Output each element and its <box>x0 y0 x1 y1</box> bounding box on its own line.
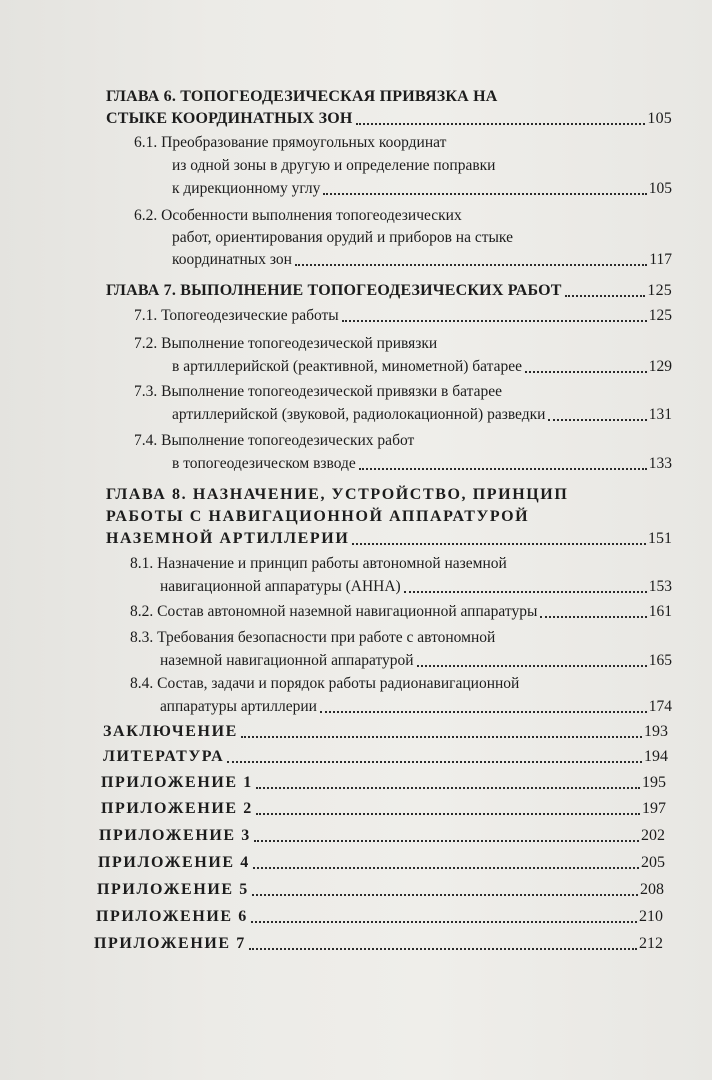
toc-page-number: 197 <box>642 800 666 817</box>
toc-appendix-2[interactable] <box>101 798 666 820</box>
toc-chapter-6[interactable] <box>106 108 672 130</box>
dot-leader <box>342 320 647 322</box>
dot-leader <box>417 665 647 667</box>
dot-leader <box>227 761 642 763</box>
toc-page-number: 105 <box>648 180 672 197</box>
dot-leader <box>352 543 646 545</box>
toc-appendix-label: ПРИЛОЖЕНИЕ 5 <box>97 881 249 898</box>
toc-literature-label: ЛИТЕРАТУРА <box>103 748 225 765</box>
toc-section-6-1-line3: к дирекционному углу <box>172 180 321 197</box>
toc-section-8-1[interactable] <box>160 576 672 598</box>
dot-leader <box>241 736 642 738</box>
toc-conclusion-label: ЗАКЛЮЧЕНИЕ <box>103 723 238 740</box>
dot-leader <box>251 921 637 923</box>
toc-page-number: 153 <box>648 578 672 595</box>
dot-leader <box>249 948 637 950</box>
toc-chapter-8-title-line3: НАЗЕМНОЙ АРТИЛЛЕРИИ <box>106 530 350 547</box>
toc-page-number: 131 <box>648 406 672 423</box>
toc-page-number: 212 <box>639 935 663 952</box>
toc-section-6-1[interactable] <box>172 178 672 200</box>
toc-appendix-1[interactable] <box>101 772 666 794</box>
toc-literature[interactable] <box>103 746 668 768</box>
dot-leader <box>295 264 647 266</box>
toc-section-6-2-line1: 6.2. Особенности выполнения топогеодезических <box>134 207 462 224</box>
toc-appendix-6[interactable] <box>96 906 663 928</box>
toc-page-number: 165 <box>648 652 672 669</box>
toc-page-number: 210 <box>639 908 663 925</box>
toc-page-number: 151 <box>648 530 672 547</box>
toc-section-8-4[interactable] <box>160 696 672 718</box>
toc-section-6-1-line1: 6.1. Преобразование прямоугольных координат <box>134 134 447 151</box>
toc-chapter-7-title: ГЛАВА 7. ВЫПОЛНЕНИЕ ТОПОГЕОДЕЗИЧЕСКИХ РАБОТ <box>106 282 562 299</box>
dot-leader <box>323 193 646 195</box>
toc-section-8-2-title: 8.2. Состав автономной наземной навигационной аппаратуры <box>130 603 538 620</box>
toc-chapter-8[interactable] <box>106 528 672 550</box>
dot-leader <box>525 371 647 373</box>
toc-section-7-3-line2: артиллерийской (звуковой, радиолокационной) разведки <box>172 406 546 423</box>
toc-section-7-4[interactable] <box>172 453 672 475</box>
toc-appendix-label: ПРИЛОЖЕНИЕ 4 <box>98 854 250 871</box>
dot-leader <box>356 123 646 125</box>
toc-section-8-3[interactable] <box>160 650 672 672</box>
toc-section-7-4-line1: 7.4. Выполнение топогеодезических работ <box>134 432 415 449</box>
toc-page-number: 193 <box>644 723 668 740</box>
toc-section-7-3[interactable] <box>172 404 672 426</box>
toc-appendix-4[interactable] <box>98 852 665 874</box>
toc-section-7-3-line1: 7.3. Выполнение топогеодезической привязки в батарее <box>134 383 502 400</box>
toc-appendix-label: ПРИЛОЖЕНИЕ 1 <box>101 774 253 791</box>
toc-page-number: 133 <box>648 455 672 472</box>
toc-appendix-7[interactable] <box>94 933 663 955</box>
toc-page-number: 129 <box>648 358 672 375</box>
dot-leader <box>256 813 640 815</box>
toc-page-number: 105 <box>647 110 672 127</box>
toc-chapter-8-title-line1: ГЛАВА 8. НАЗНАЧЕНИЕ, УСТРОЙСТВО, ПРИНЦИП <box>106 486 569 503</box>
toc-page-number: 125 <box>647 282 672 299</box>
toc-page-number: 174 <box>648 698 672 715</box>
dot-leader <box>254 840 639 842</box>
toc-section-8-1-line2: навигационной аппаратуры (АННА) <box>160 578 401 595</box>
toc-page-number: 208 <box>640 881 664 898</box>
dot-leader <box>253 867 639 869</box>
toc-chapter-6-title-line2: СТЫКЕ КООРДИНАТНЫХ ЗОН <box>106 110 353 127</box>
toc-section-8-3-line1: 8.3. Требования безопасности при работе с автономной <box>130 629 496 646</box>
dot-leader <box>256 787 640 789</box>
toc-page-number: 194 <box>644 748 668 765</box>
dot-leader <box>404 591 647 593</box>
toc-section-6-2-line3: координатных зон <box>172 251 292 268</box>
dot-leader <box>359 468 647 470</box>
toc-page-number: 161 <box>648 603 672 620</box>
toc-section-7-1[interactable] <box>134 305 672 327</box>
toc-section-7-2-line2: в артиллерийской (реактивной, минометной) батарее <box>172 358 522 375</box>
toc-section-8-2[interactable] <box>130 601 672 623</box>
dot-leader <box>548 419 646 421</box>
toc-section-6-2[interactable] <box>172 249 672 271</box>
toc-section-7-2-line1: 7.2. Выполнение топогеодезической привязки <box>134 335 438 352</box>
toc-page-number: 205 <box>641 854 665 871</box>
dot-leader <box>252 894 638 896</box>
toc-section-8-3-line2: наземной навигационной аппаратурой <box>160 652 414 669</box>
toc-page-number: 117 <box>649 251 672 268</box>
toc-appendix-label: ПРИЛОЖЕНИЕ 7 <box>94 935 246 952</box>
toc-appendix-label: ПРИЛОЖЕНИЕ 3 <box>99 827 251 844</box>
toc-chapter-7[interactable] <box>106 280 672 302</box>
toc-appendix-label: ПРИЛОЖЕНИЕ 6 <box>96 908 248 925</box>
dot-leader <box>540 616 646 618</box>
toc-section-7-2[interactable] <box>172 356 672 378</box>
toc-page-number: 202 <box>641 827 665 844</box>
toc-page-number: 125 <box>648 307 672 324</box>
toc-section-7-1-title: 7.1. Топогеодезические работы <box>134 307 339 324</box>
toc-section-7-4-line2: в топогеодезическом взводе <box>172 455 356 472</box>
toc-appendix-label: ПРИЛОЖЕНИЕ 2 <box>101 800 253 817</box>
toc-appendix-3[interactable] <box>99 825 665 847</box>
toc-section-8-4-line2: аппаратуры артиллерии <box>160 698 317 715</box>
toc-section-6-1-line2: из одной зоны в другую и определение поправки <box>172 157 496 174</box>
dot-leader <box>565 295 646 297</box>
toc-section-6-2-line2: работ, ориентирования орудий и приборов на стыке <box>172 229 513 246</box>
toc-chapter-8-title-line2: РАБОТЫ С НАВИГАЦИОННОЙ АППАРАТУРОЙ <box>106 508 530 525</box>
toc-conclusion[interactable] <box>103 721 668 743</box>
toc-section-8-1-line1: 8.1. Назначение и принцип работы автономной наземной <box>130 555 507 572</box>
toc-appendix-5[interactable] <box>97 879 664 901</box>
toc-section-8-4-line1: 8.4. Состав, задачи и порядок работы радионавигационной <box>130 675 520 692</box>
toc-page-number: 195 <box>642 774 666 791</box>
toc-chapter-6-title-line1: ГЛАВА 6. ТОПОГЕОДЕЗИЧЕСКАЯ ПРИВЯЗКА НА <box>106 88 498 105</box>
dot-leader <box>320 711 647 713</box>
